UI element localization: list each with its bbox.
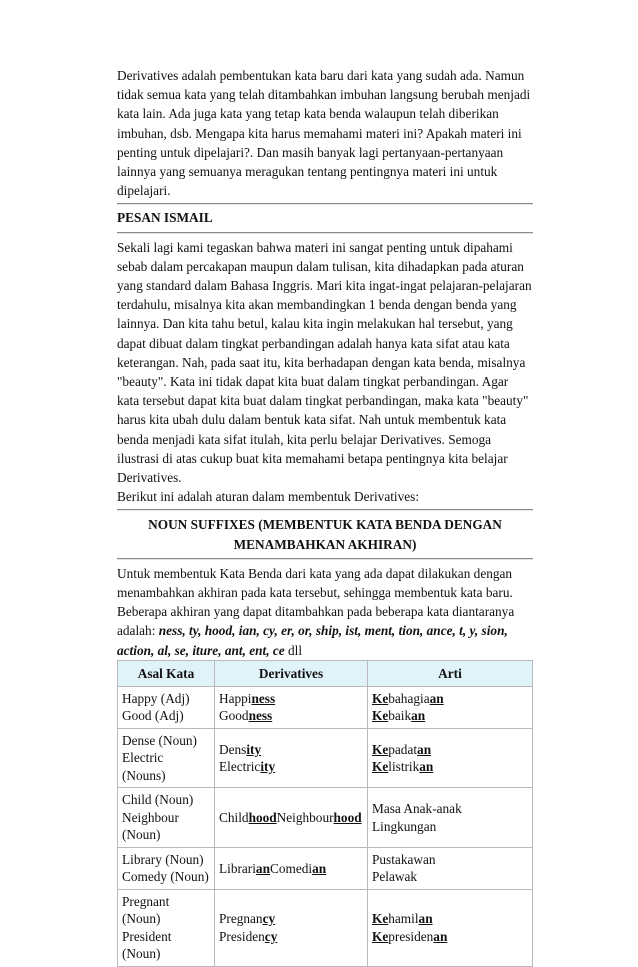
affix-highlight: Ke [372, 708, 389, 724]
cell-line [372, 800, 528, 818]
cell-line [372, 690, 528, 708]
affix-highlight: hood [333, 809, 362, 825]
affix-highlight: ness [248, 708, 273, 724]
table-row [118, 847, 533, 889]
cell-asal-kata [118, 728, 215, 788]
cell-arti [368, 847, 533, 889]
word-part: Pelawak [372, 869, 418, 885]
table-row [118, 889, 533, 966]
cell-line: (Noun) [122, 827, 161, 843]
affix-highlight: an [418, 911, 433, 927]
cell-arti [368, 686, 533, 728]
table-header-row [118, 660, 533, 686]
word-part: Neighbour [276, 809, 334, 825]
affix-highlight: an [433, 928, 448, 944]
word-part: Presiden [219, 928, 265, 944]
suffix-list: ness, ty, hood, ian, cy, er, or, ship, ist, ment, tion, ance, t, y, sion, action, al, se, iture, ant, ent, ce [117, 623, 508, 658]
affix-highlight: Ke [372, 759, 389, 775]
noun-suffixes-heading: NOUN SUFFIXES (MEMBENTUK KATA BENDA DENGAN MENAMBAHKAN AKHIRAN) [148, 517, 502, 552]
cell-line [219, 809, 363, 827]
word-part: Pustakawan [372, 851, 436, 867]
cell-line [219, 928, 363, 946]
cell-arti [368, 889, 533, 966]
column-header-asal-kata: Asal Kata [118, 660, 215, 686]
word-part: Comedi [269, 860, 313, 876]
cell-line [372, 741, 528, 759]
cell-derivatives [215, 728, 368, 788]
cell-line: Happy (Adj) [122, 690, 190, 706]
word-part: bahagia [388, 690, 430, 706]
word-part: Pregnan [219, 911, 263, 927]
cell-line: Dense (Noun) [122, 732, 197, 748]
cell-arti [368, 728, 533, 788]
word-part: padat [388, 741, 418, 757]
word-part: Happi [219, 690, 252, 706]
affix-highlight: hood [248, 809, 277, 825]
cell-line [372, 928, 528, 946]
cell-line [219, 741, 363, 759]
cell-line [219, 707, 363, 725]
cell-line [372, 910, 528, 928]
cell-asal-kata [118, 889, 215, 966]
cell-derivatives [215, 686, 368, 728]
affix-highlight: an [312, 860, 327, 876]
table-row [118, 788, 533, 848]
noun-body-text: Untuk membentuk Kata Benda dari kata yang ada dapat dilakukan dengan menambahkan akhiran pada kata tersebut, sehingga membentuk kata baru. Beberapa akhiran yang dapat ditambahkan pada beberapa kata diantaranya adalah: [117, 565, 515, 639]
word-part: hamil [388, 911, 419, 927]
cell-line: President (Noun) [122, 928, 172, 962]
affix-highlight: ity [260, 759, 276, 775]
cell-line: Child (Noun) [122, 792, 194, 808]
noun-paragraph [117, 564, 533, 660]
cell-line: Pregnant (Noun) [122, 893, 170, 927]
document-page [117, 66, 533, 967]
affix-highlight: ness [251, 690, 276, 706]
affix-highlight: ity [246, 741, 262, 757]
cell-asal-kata [118, 686, 215, 728]
cell-line [219, 758, 363, 776]
affix-highlight: cy [262, 911, 276, 927]
table-row [118, 728, 533, 788]
word-part: Good [219, 708, 249, 724]
cell-line [372, 868, 528, 886]
pesan-paragraph: Sekali lagi kami tegaskan bahwa materi ini sangat penting untuk dipahami sebab dalam percakapan maupun dalam tulisan, kita dihadapkan pada aturan yang standard dalam Bahasa Inggris. Mari kita ingat-ingat pelajaran-pelajaran terdahulu, misalnya kita akan membandingkan 1 benda dengan benda yang lainnya. Dan kita tahu betul, kalau kita ingin melakukan hal tersebut, yang dapat dibuat dalam tingkat perbandingan adalah hanya kata sifat atau kata keterangan. Nah, pada saat itu, kita berhadapan dengan kata benda, misalnya "beauty". Kata ini tidak dapat kita buat dalam tingkat perbandingan. Agar kata tersebut dapat kita buat dalam tingkat perbandingan, maka kata "beauty" harus kita ubah dulu dalam bentuk kata sifat. Nah untuk membentuk kata benda menjadi kata sifat itulah, kita perlu belajar Derivatives. Semoga ilustrasi di atas cukup buat kita memahami betapa pentingnya kita belajar Derivatives. [117, 239, 532, 486]
cell-line: Good (Adj) [122, 708, 184, 724]
affix-highlight: Ke [372, 690, 389, 706]
cell-line [219, 860, 363, 878]
divider [117, 232, 533, 234]
word-part: Child [219, 809, 249, 825]
cell-asal-kata [118, 788, 215, 848]
cell-line [219, 690, 363, 708]
word-part: Dens [219, 741, 247, 757]
word-part: listrik [388, 759, 420, 775]
word-part: Lingkungan [372, 818, 437, 834]
table-body [118, 686, 533, 966]
word-part: baik [388, 708, 412, 724]
suffix-tail: dll [284, 642, 303, 658]
word-part: presiden [388, 928, 434, 944]
affix-highlight: an [411, 708, 426, 724]
berikut-text: Berikut ini adalah aturan dalam membentuk Derivatives: [117, 489, 420, 505]
intro-paragraph: Derivatives adalah pembentukan kata baru dari kata yang sudah ada. Namun tidak semua kata yang telah ditambahkan imbuhan langsung berubah menjadi kata lain. Ada juga kata yang tetap kata benda walaupun telah diberikan imbuhan, dsb. Mengapa kita harus memahami materi ini? Apakah materi ini penting untuk dipelajari?. Dan masih banyak lagi pertanyaan-pertanyaan lainnya yang semuanya meragukan tentang pentingnya materi ini untuk dipelajari. [117, 68, 531, 199]
derivatives-table [117, 660, 533, 967]
cell-line [372, 851, 528, 869]
cell-derivatives [215, 847, 368, 889]
affix-highlight: Ke [372, 928, 389, 944]
cell-derivatives [215, 788, 368, 848]
word-part: Librari [219, 860, 256, 876]
cell-derivatives [215, 889, 368, 966]
divider [117, 509, 533, 511]
affix-highlight: Ke [372, 741, 389, 757]
cell-line: Electric (Nouns) [122, 750, 166, 783]
word-part: Masa Anak-anak [372, 801, 462, 817]
cell-arti [368, 788, 533, 848]
cell-line [219, 910, 363, 928]
affix-highlight: an [255, 860, 270, 876]
divider [117, 203, 533, 205]
affix-highlight: cy [264, 928, 278, 944]
affix-highlight: an [417, 741, 432, 757]
column-header-arti: Arti [368, 660, 533, 686]
cell-line: Library (Noun) [122, 851, 204, 867]
word-part: Electric [219, 759, 261, 775]
affix-highlight: an [429, 690, 444, 706]
cell-line: Neighbour [122, 809, 179, 825]
pesan-heading: PESAN ISMAIL [117, 210, 213, 226]
cell-line [372, 758, 528, 776]
divider [117, 558, 533, 560]
column-header-derivatives: Derivatives [215, 660, 368, 686]
cell-asal-kata [118, 847, 215, 889]
table-row [118, 686, 533, 728]
cell-line [372, 707, 528, 725]
affix-highlight: an [419, 759, 434, 775]
cell-line: Comedy (Noun) [122, 869, 209, 885]
affix-highlight: Ke [372, 911, 389, 927]
cell-line [372, 818, 528, 836]
